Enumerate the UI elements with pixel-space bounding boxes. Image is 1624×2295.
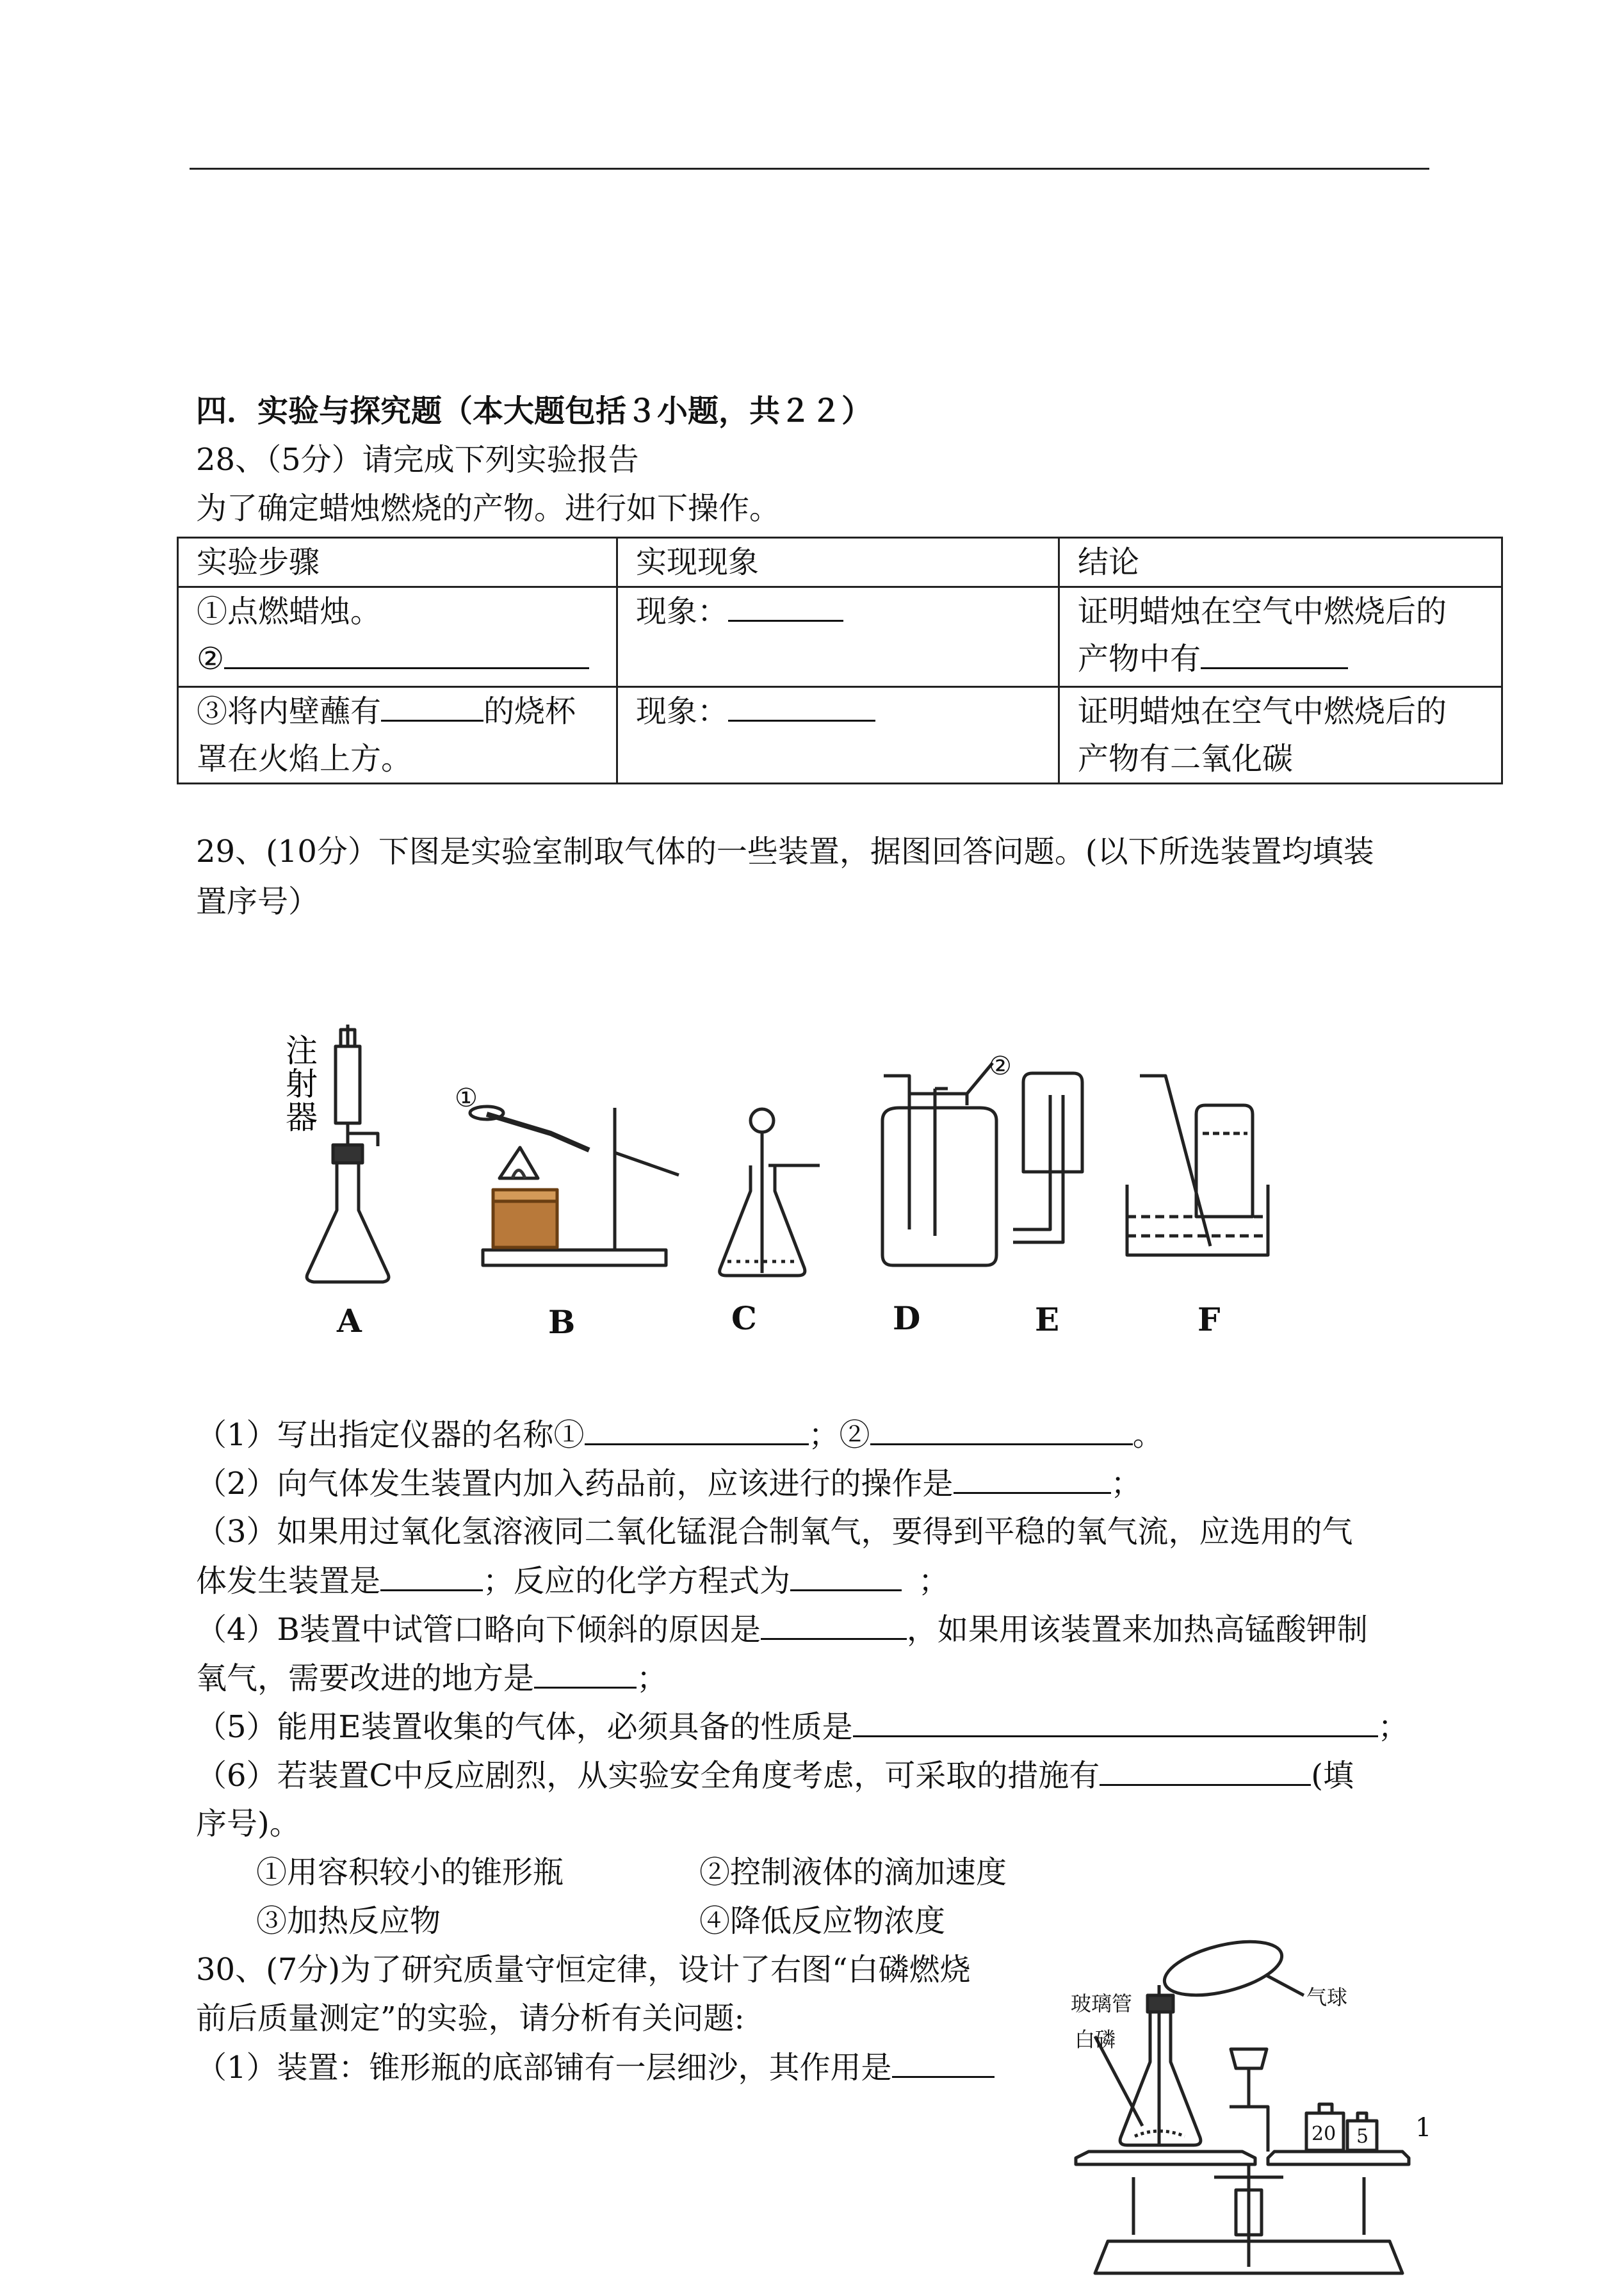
row2-phenomenon-blank[interactable]: [728, 692, 875, 722]
q29-sub3-text-c: ；: [918, 1563, 950, 1599]
q29-sub4-text-a: （4）B装置中试管口略向下倾斜的原因是: [196, 1612, 761, 1648]
table-header-row: [178, 538, 1502, 587]
row1-conclusion-label: 产物中有: [1078, 641, 1201, 677]
q29-sub5-text-b: ；: [1377, 1709, 1409, 1745]
header-conclusion: 结论: [1059, 538, 1502, 587]
row2-phenomenon: [617, 687, 1059, 784]
row1-conclusion: [1059, 587, 1502, 687]
header-phenomenon: 实现现象: [617, 538, 1059, 587]
row1-step-blank[interactable]: [224, 639, 589, 669]
q30-line2: 前后质量测定”的实验，请分析有关问题:: [196, 2000, 745, 2036]
row2-conclusion-line1: 证明蜡烛在空气中燃烧后的: [1078, 693, 1447, 729]
row1-conclusion-line1: 证明蜡烛在空气中燃烧后的: [1078, 594, 1447, 629]
q29-sub6-text-b: (填: [1311, 1758, 1354, 1794]
syringe-label-2: 射: [286, 1066, 318, 1103]
q29-sub2-text-b: ；: [1110, 1466, 1142, 1502]
q29-sub6-line1: [196, 1756, 1354, 1795]
apparatus-label-a: A: [337, 1302, 362, 1340]
q29-sub3-line2: [196, 1561, 949, 1600]
q29-sub5: [196, 1707, 1409, 1746]
q29-sub3-line1: （3）如果用过氧化氢溶液同二氧化锰混合制氧气，要得到平稳的氧气流，应选用的气: [196, 1514, 1353, 1550]
q28-intro: 为了确定蜡烛燃烧的产物。进行如下操作。: [196, 491, 781, 526]
q30-line1: 30、(7分)为了研究质量守恒定律，设计了右图“白磷燃烧: [196, 1952, 971, 1988]
row2-step: [178, 687, 617, 784]
q29-sub2-text-a: （2）向气体发生装置内加入药品前，应该进行的操作是: [196, 1466, 954, 1502]
apparatus-f: [1127, 1076, 1268, 1255]
q29-sub1-text-a: （1）写出指定仪器的名称①: [196, 1417, 585, 1453]
q29-sub6-line2: 序号)。: [196, 1806, 300, 1842]
q29-option-2: ②控制液体的滴加速度: [699, 1854, 1007, 1890]
q29-title-line2: 置序号）: [196, 884, 320, 920]
weight-5-label: 5: [1356, 2125, 1369, 2148]
gas-apparatus-figure: [269, 1025, 1319, 1358]
row1-conclusion-line2: [1078, 635, 1483, 683]
q29-sub1-text-b: ；②: [808, 1417, 870, 1453]
balance-figure: [1063, 1934, 1422, 2295]
row2-step-line1: [197, 688, 598, 735]
apparatus-label-c: C: [731, 1299, 757, 1337]
row2-phenomenon-label: 现象：: [636, 693, 729, 729]
row1-step-line1: ①点燃蜡烛。: [197, 594, 382, 629]
table-row: [178, 587, 1502, 687]
header-steps: 实验步骤: [178, 538, 617, 587]
row1-phenomenon-blank[interactable]: [728, 592, 843, 622]
q29-sub5-text-a: （5）能用E装置收集的气体，必须具备的性质是: [196, 1709, 853, 1745]
q29-sub5-blank[interactable]: [853, 1707, 1378, 1737]
q29-option-3: ③加热反应物: [256, 1903, 441, 1939]
q29-sub6-text-a: （6）若装置C中反应剧烈，从实验安全角度考虑，可采取的措施有: [196, 1758, 1100, 1794]
apparatus-a: [307, 1025, 389, 1282]
row1-phenomenon-label: 现象：: [636, 594, 729, 629]
q29-sub3-text-b: ；反应的化学方程式为: [483, 1563, 791, 1599]
table-row: [178, 687, 1502, 784]
marker-2: ②: [989, 1051, 1012, 1081]
row2-conclusion: [1059, 687, 1502, 784]
header-rule: [190, 168, 1429, 170]
q30-line3-text: （1）装置：锥形瓶的底部铺有一层细沙，其作用是: [196, 2050, 892, 2086]
q30-line3: [196, 2048, 995, 2087]
row1-phenomenon: [617, 587, 1059, 687]
glass-tube-label: 玻璃管: [1071, 1991, 1133, 2016]
apparatus-d: [882, 1063, 996, 1265]
row2-step-line2: 罩在火焰上方。: [197, 741, 412, 777]
q28-title: 28、（5分）请完成下列实验报告: [196, 442, 639, 478]
q30-blank[interactable]: [892, 2048, 995, 2078]
marker-1: ①: [455, 1083, 478, 1113]
q29-sub6-blank[interactable]: [1100, 1756, 1311, 1786]
q29-sub3-blank-1[interactable]: [380, 1561, 483, 1591]
q29-sub3-blank-2[interactable]: [790, 1561, 902, 1591]
q29-sub2-blank[interactable]: [954, 1464, 1111, 1494]
white-phosphorus-label: 白磷: [1075, 2027, 1116, 2052]
q29-sub4-text-c: 氧气，需要改进的地方是: [196, 1660, 535, 1696]
row2-step-text-a: ③将内壁蘸有: [197, 693, 382, 729]
q29-sub3-text-a: 体发生装置是: [196, 1563, 381, 1599]
row2-conclusion-line2: 产物有二氧化碳: [1078, 741, 1294, 777]
row1-step: [178, 587, 617, 687]
q29-sub1-blank-2[interactable]: [870, 1415, 1133, 1445]
apparatus-label-f: F: [1198, 1301, 1221, 1338]
q29-sub4-line2: [196, 1658, 667, 1698]
q29-option-1: ①用容积较小的锥形瓶: [256, 1854, 564, 1890]
apparatus-label-b: B: [548, 1303, 576, 1341]
row1-step-line2: [197, 635, 598, 683]
q29-sub4-line1: [196, 1610, 1368, 1649]
row2-step-text-b: 的烧杯: [483, 693, 576, 729]
apparatus-e: [1013, 1073, 1082, 1242]
q29-sub2: [196, 1464, 1142, 1503]
row1-step-marker: ②: [197, 641, 225, 677]
q29-sub1: [196, 1415, 1164, 1454]
q29-sub4-text-b: ，如果用该装置来加热高锰酸钾制: [906, 1612, 1368, 1648]
row2-step-blank[interactable]: [381, 692, 483, 722]
row1-conclusion-blank[interactable]: [1201, 639, 1348, 669]
syringe-label-1: 注: [286, 1032, 318, 1069]
section-title: 四．实验与探究题（本大题包括３小题，共２２）: [196, 393, 873, 429]
syringe-label-3: 器: [286, 1099, 318, 1136]
apparatus-label-d: D: [893, 1299, 921, 1337]
q29-sub1-text-c: 。: [1132, 1417, 1164, 1453]
page-number: 1: [1415, 2113, 1432, 2143]
q29-sub4-blank-1[interactable]: [761, 1610, 907, 1640]
apparatus-c: [720, 1109, 820, 1276]
q29-sub1-blank-1[interactable]: [585, 1415, 809, 1445]
apparatus-label-e: E: [1035, 1301, 1060, 1338]
q29-title-line1: 29、(10分）下图是实验室制取气体的一些装置，据图回答问题。(以下所选装置均填装: [196, 834, 1374, 870]
experiment-report-table: [177, 537, 1503, 784]
q29-sub4-text-d: ；: [637, 1660, 668, 1696]
q29-option-4: ④降低反应物浓度: [699, 1903, 946, 1939]
q29-sub4-blank-2[interactable]: [534, 1658, 637, 1689]
weight-20-label: 20: [1311, 2123, 1336, 2145]
balloon-label: 气球: [1306, 1985, 1348, 2009]
apparatus-b: [470, 1107, 679, 1265]
